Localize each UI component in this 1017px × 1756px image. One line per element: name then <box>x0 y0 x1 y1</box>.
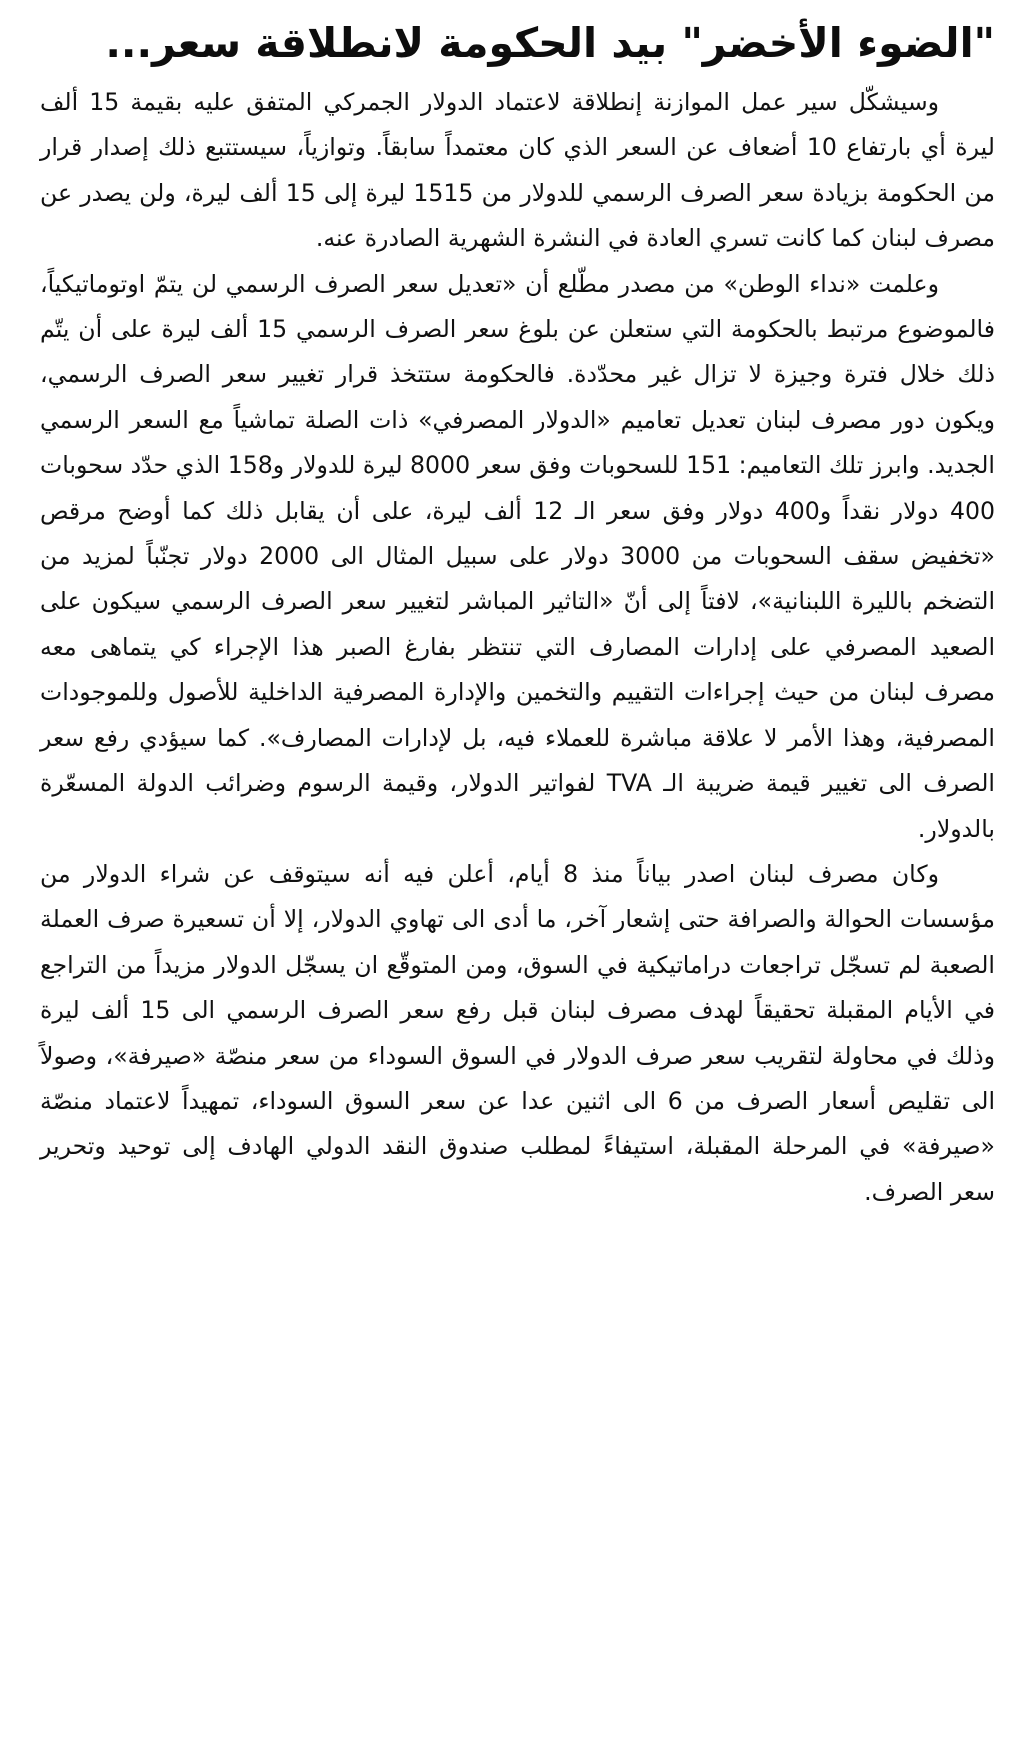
article-paragraph-2: وعلمت «نداء الوطن» من مصدر مطّلع أن «تعديل سعر الصرف الرسمي لن يتمّ اوتوماتيكياً، فالموضوع مرتبط بالحكومة التي ستعلن عن بلوغ سعر الصرف الرسمي 15 ألف ليرة على أن يتّم ذلك خلال فترة وجيزة لا تزال غير محدّدة. فالحكومة ستتخذ قرار تغيير سعر الصرف الرسمي، ويكون دور مصرف لبنان تعديل تعاميم «الدولار المصرفي» ذات الصلة تماشياً مع السعر الرسمي الجديد. وابرز تلك التعاميم: 151 للسحوبات وفق سعر 8000 ليرة للدولار و158 الذي حدّد سحوبات 400 دولار نقداً و400 دولار وفق سعر الـ 12 ألف ليرة، على أن يقابل ذلك كما أوضح مرقص «تخفيض سقف السحوبات من 3000 دولار على سبيل المثال الى 2000 دولار تجنّباً لمزيد من التضخم بالليرة اللبنانية»، لافتاً إلى أنّ «التاثير المباشر لتغيير سعر الصرف الرسمي سيكون على الصعيد المصرفي على إدارات المصارف التي تنتظر بفارغ الصبر هذا الإجراء كي يتماهى معه مصرف لبنان من حيث إجراءات التقييم والتخمين والإدارة المصرفية الداخلية للأصول وللموجودات المصرفية، وهذا الأمر لا علاقة مباشرة للعملاء فيه، بل لإدارات المصارف». كما سيؤدي رفع سعر الصرف الى تغيير قيمة ضريبة الـ TVA لفواتير الدولار، وقيمة الرسوم وضرائب الدولة المسعّرة بالدولار. <box>40 269 995 843</box>
article-paragraph-3: وكان مصرف لبنان اصدر بياناً منذ 8 أيام، أعلن فيه أنه سيتوقف عن شراء الدولار من مؤسسات الحوالة والصرافة حتى إشعار آخر، ما أدى الى تهاوي الدولار، إلا أن تسعيرة صرف العملة الصعبة لم تسجّل تراجعات دراماتيكية في السوق، ومن المتوقّع ان يسجّل الدولار مزيداً من التراجع في الأيام المقبلة تحقيقاً لهدف مصرف لبنان قبل رفع سعر الصرف الرسمي الى 15 ألف ليرة وذلك في محاولة لتقريب سعر صرف الدولار في السوق السوداء من سعر منصّة «صيرفة»، وصولاً الى تقليص أسعار الصرف من 6 الى اثنين عدا عن سعر السوق السوداء، تمهيداً لاعتماد منصّة «صيرفة» في المرحلة المقبلة، استيفاءً لمطلب صندوق النقد الدولي الهادف إلى توحيد وتحرير سعر الصرف. <box>40 859 996 1206</box>
article-paragraph-1: وسيشكّل سير عمل الموازنة إنطلاقة لاعتماد الدولار الجمركي المتفق عليه بقيمة 15 ألف ليرة أي بارتفاع 10 أضعاف عن السعر الذي كان معتمداً سابقاً. وتوازياً، سيستتبع ذلك إصدار قرار من الحكومة بزيادة سعر الصرف الرسمي للدولار من 1515 ليرة إلى 15 ألف ليرة، ولن يصدر عن مصرف لبنان كما كانت تسري العادة في النشرة الشهرية الصادرة عنه. <box>40 88 995 253</box>
article-headline: "الضوء الأخضر" بيد الحكومة لانطلاقة سعر... <box>105 19 995 67</box>
article-body <box>40 80 995 1215</box>
